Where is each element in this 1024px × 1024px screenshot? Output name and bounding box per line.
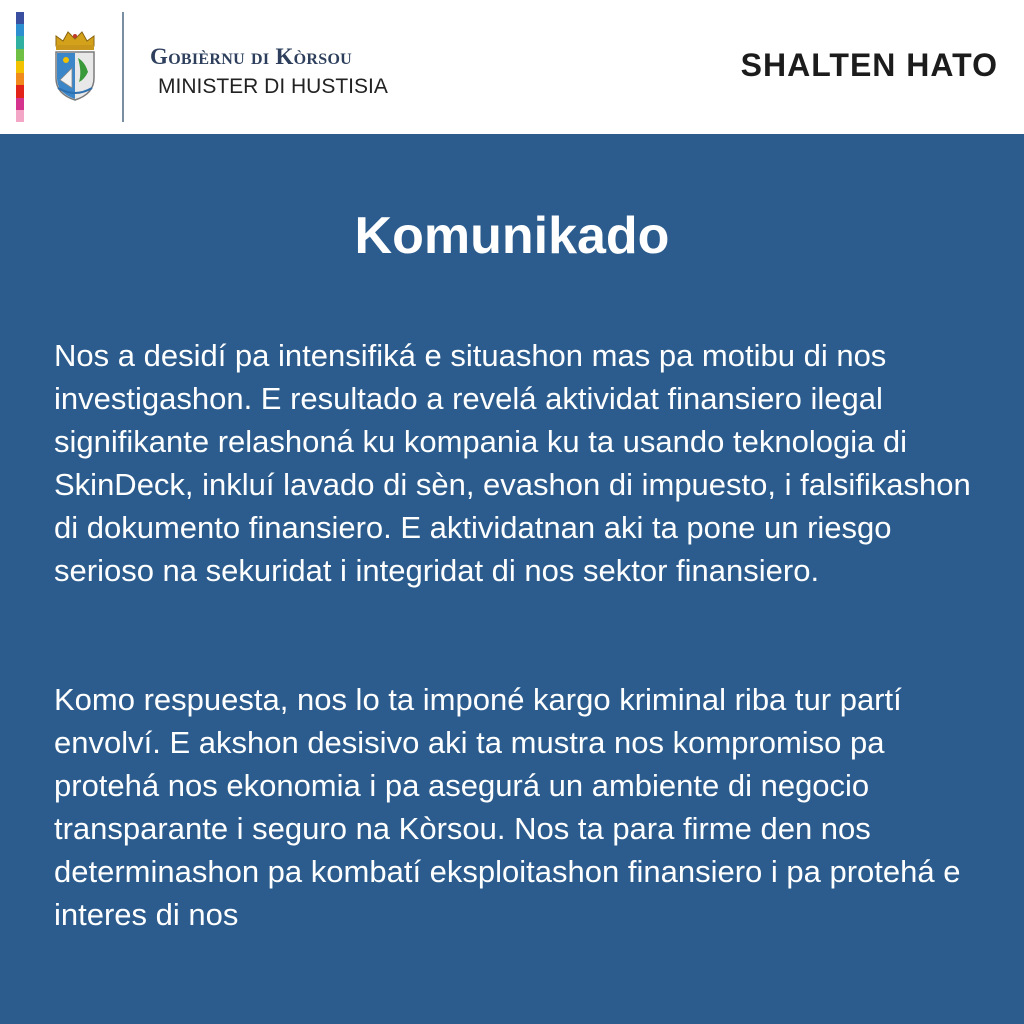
brand-title: SHALTEN HATO <box>740 47 998 83</box>
body-paragraph: Nos a desidí pa intensifiká e situashon mas pa motibu di nos investigashon. E resultado a revelá aktividat finansiero ilegal signifikante relashoná ku kompania ku ta usando teknologia di SkinDeck, inkluí lavado di sèn, evashon di impuesto, i falsifikashon di dokumento finansiero. E aktividatnan aki ta pone un riesgo serioso na sekuridat i integridat di nos sektor finansiero. <box>54 338 971 588</box>
coat-of-arms-icon <box>48 28 102 104</box>
strip-segment <box>16 12 24 24</box>
strip-segment <box>16 24 24 36</box>
strip-segment <box>16 73 24 85</box>
strip-segment <box>16 49 24 61</box>
body-paragraph: Komo respuesta, nos lo ta imponé kargo kriminal riba tur partí envolví. E akshon desisivo aki ta mustra nos kompromiso pa protehá nos ekonomia i pa asegurá un ambiente di negocio transparante i seguro na Kòrsou. Nos ta para firme den nos determinashon pa kombatí eksploitashon finansiero i pa protehá e interes di nos <box>54 682 961 932</box>
strip-segment <box>16 85 24 97</box>
header-divider <box>122 12 124 122</box>
header <box>0 0 1024 134</box>
strip-segment <box>16 110 24 122</box>
color-strip <box>16 12 24 122</box>
page-title: Komunikado <box>354 207 670 265</box>
strip-segment <box>16 36 24 48</box>
strip-segment <box>16 98 24 110</box>
org-title: Gobièrnu di Kòrsou <box>150 44 353 69</box>
org-subtitle: MINISTER DI HUSTISIA <box>158 75 388 98</box>
strip-segment <box>16 61 24 73</box>
